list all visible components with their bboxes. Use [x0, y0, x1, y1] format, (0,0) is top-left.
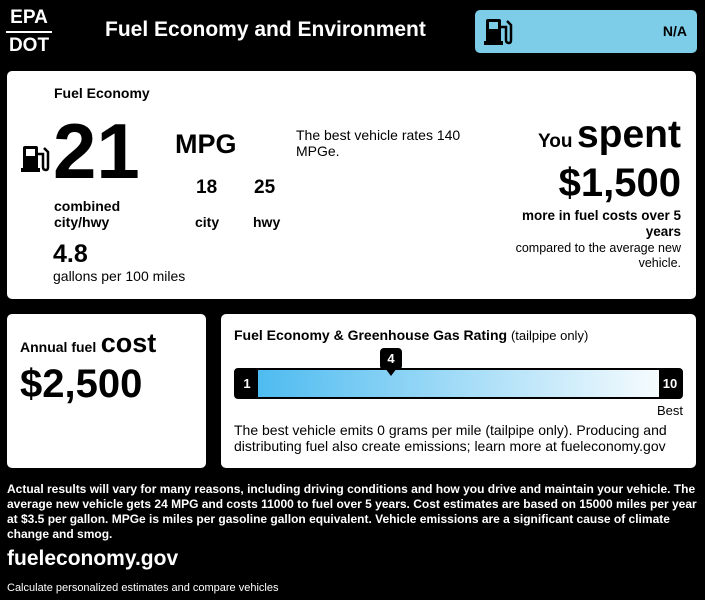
rating-marker-pointer: [385, 368, 397, 376]
mpg-unit: MPG: [175, 129, 237, 159]
combined-mpg: 21: [53, 107, 140, 195]
more-fuel-cost-text: more in fuel costs over 5 years: [521, 208, 681, 239]
compared-text: compared to the average new vehicle.: [515, 241, 681, 270]
annual-fuel-heading: [20, 328, 156, 359]
fuel-pump-icon: [20, 143, 50, 178]
ghg-subtitle: (tailpipe only): [510, 328, 589, 343]
ghg-description: The best vehicle emits 0 grams per mile (tailpipe only). Producing and distributing fuel also create emissions; learn more at fueleconomy.gov: [234, 422, 667, 454]
rating-scale-bar: [234, 368, 683, 399]
spent-heading: [538, 113, 681, 157]
annual-fuel-amount: $2,500: [20, 362, 143, 406]
gallons-label: gallons per 100 miles: [53, 268, 186, 284]
cost-label: cost: [100, 328, 157, 358]
fuel-pump-icon: [483, 16, 513, 51]
fuel-economy-panel: [7, 71, 696, 299]
ghg-title: Fuel Economy & Greenhouse Gas Rating: [234, 327, 508, 343]
rating-marker: 4: [380, 348, 402, 370]
status-box: [475, 10, 697, 53]
scale-max-label: 10: [659, 370, 681, 397]
logo-divider: [6, 31, 52, 33]
annual-fuel-cost-panel: [7, 314, 206, 468]
gallons-value: 4.8: [53, 240, 88, 268]
best-label: Best: [656, 403, 683, 418]
city-mpg: 18: [196, 177, 218, 198]
page-title: Fuel Economy and Environment: [105, 18, 426, 41]
status-value: N/A: [662, 23, 687, 39]
ghg-heading: [234, 327, 588, 343]
best-vehicle-text: The best vehicle rates 140 MPGe.: [296, 127, 461, 159]
tagline: Calculate personalized estimates and compare vehicles: [7, 582, 279, 594]
you-label: You: [538, 131, 573, 152]
hwy-mpg: 25: [254, 177, 276, 198]
ghg-rating-panel: [221, 314, 696, 468]
city-label: city: [195, 214, 220, 230]
epa-label: EPA: [10, 7, 48, 28]
hwy-label: hwy: [253, 214, 281, 230]
scale-min-label: 1: [236, 370, 258, 397]
combined-label: combined city/hwy: [54, 198, 121, 230]
disclaimer-text: Actual results will vary for many reasons, including driving conditions and how you drive and maintain your vehicle. The average new vehicle gets 24 MPG and costs 11000 to fuel over 5 years. Cost estimates are based on 15000 miles per year at $3.5 per gallon. MPGe is miles per gasoline gallon equivalent. Vehicle emissions are a significant cause of climate change and smog.: [7, 482, 697, 541]
fuel-economy-label: Fuel Economy: [54, 85, 150, 101]
spent-label: spent: [576, 113, 681, 156]
dot-label: DOT: [8, 35, 50, 56]
epa-dot-logo: [6, 6, 52, 58]
spent-amount: $1,500: [558, 161, 681, 205]
annual-fuel-label: Annual fuel: [20, 339, 97, 355]
site-link[interactable]: fueleconomy.gov: [7, 547, 179, 570]
